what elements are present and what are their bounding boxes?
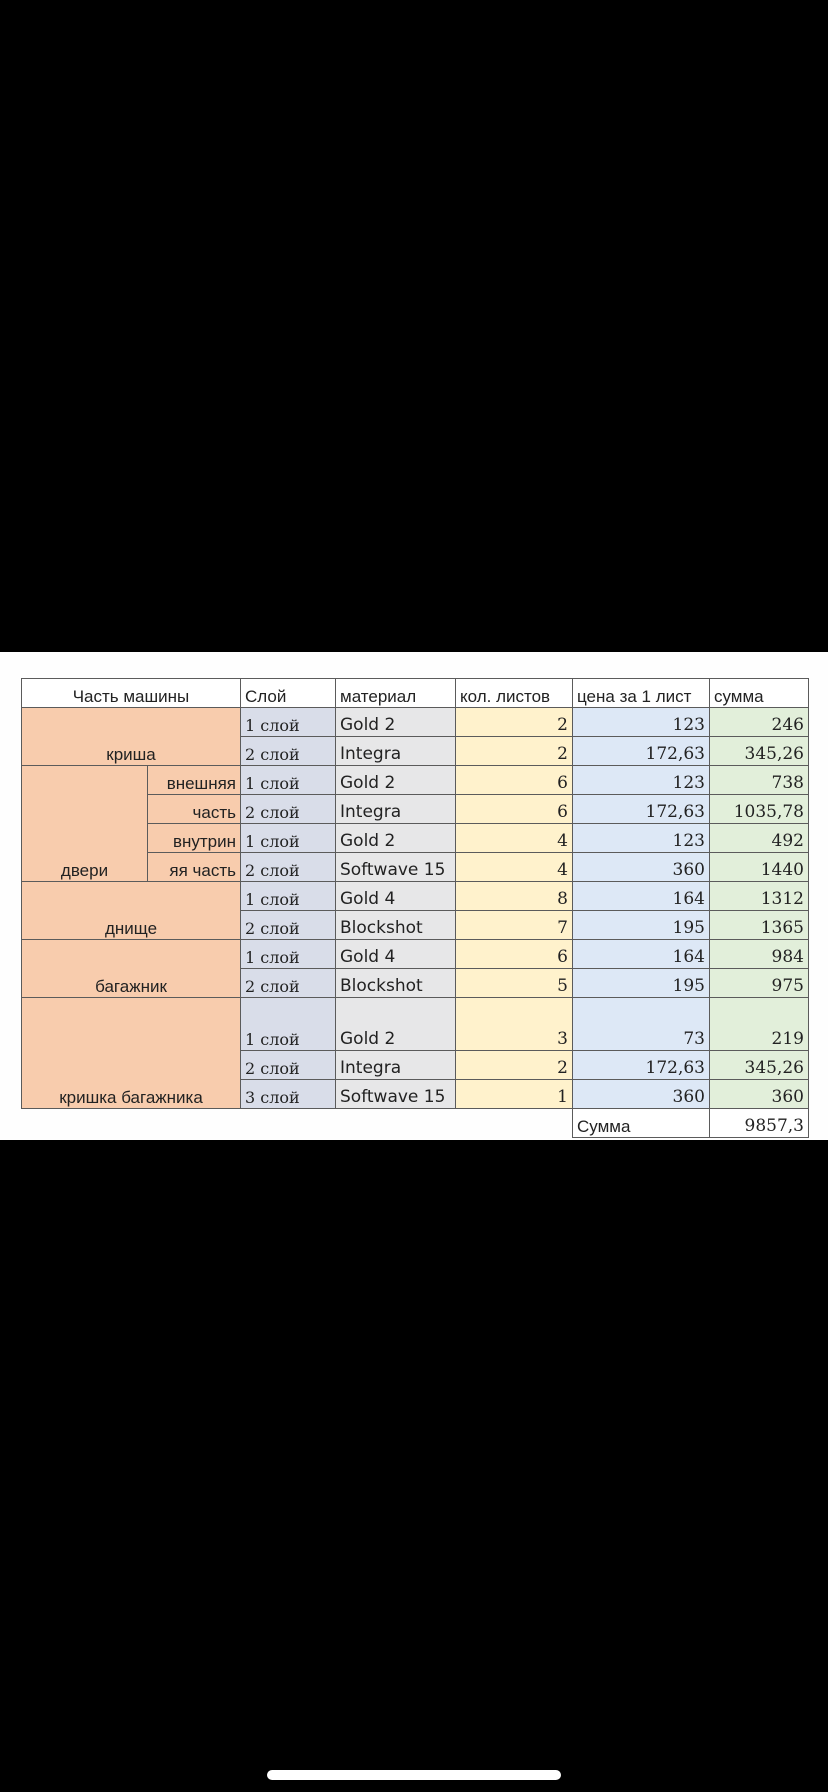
cell-price: 123 xyxy=(573,708,710,737)
cell-layer: 2 слой xyxy=(241,737,336,766)
cell-sum: 1365 xyxy=(710,911,809,940)
cell-layer: 1 слой xyxy=(241,824,336,853)
cell-price: 164 xyxy=(573,882,710,911)
cell-material: Gold 2 xyxy=(336,824,456,853)
cell-sum: 975 xyxy=(710,969,809,998)
table-row xyxy=(22,708,809,737)
total-value: 9857,3 xyxy=(710,1109,809,1138)
total-label: Сумма xyxy=(573,1109,710,1138)
cell-layer: 1 слой xyxy=(241,766,336,795)
table-row xyxy=(22,998,809,1051)
part-roof: криша xyxy=(22,708,241,766)
cell-layer: 2 слой xyxy=(241,969,336,998)
cell-sum: 984 xyxy=(710,940,809,969)
total-spacer xyxy=(22,1109,573,1138)
cell-material: Gold 4 xyxy=(336,882,456,911)
cell-material: Gold 4 xyxy=(336,940,456,969)
cell-count: 4 xyxy=(456,824,573,853)
part-trunk: багажник xyxy=(22,940,241,998)
cell-count: 2 xyxy=(456,1051,573,1080)
cell-sum: 345,26 xyxy=(710,1051,809,1080)
cell-count: 5 xyxy=(456,969,573,998)
part-doors-outer-line1: внешняя xyxy=(148,766,241,795)
cell-count: 6 xyxy=(456,766,573,795)
materials-table xyxy=(21,678,809,1138)
cell-layer: 1 слой xyxy=(241,998,336,1051)
total-row xyxy=(22,1109,809,1138)
cell-material: Softwave 15 xyxy=(336,1080,456,1109)
cell-price: 360 xyxy=(573,853,710,882)
table-row xyxy=(22,766,809,795)
table-row xyxy=(22,940,809,969)
cell-sum: 1312 xyxy=(710,882,809,911)
cell-layer: 2 слой xyxy=(241,1051,336,1080)
cell-count: 7 xyxy=(456,911,573,940)
cell-price: 172,63 xyxy=(573,737,710,766)
cell-material: Integra xyxy=(336,737,456,766)
cell-sum: 219 xyxy=(710,998,809,1051)
cell-sum: 1035,78 xyxy=(710,795,809,824)
part-bottom: днище xyxy=(22,882,241,940)
cell-sum: 1440 xyxy=(710,853,809,882)
cell-count: 6 xyxy=(456,940,573,969)
cell-material: Blockshot xyxy=(336,911,456,940)
cell-count: 2 xyxy=(456,708,573,737)
part-doors: двери xyxy=(22,766,148,882)
cell-layer: 1 слой xyxy=(241,882,336,911)
cell-material: Softwave 15 xyxy=(336,853,456,882)
cell-sum: 345,26 xyxy=(710,737,809,766)
cell-material: Gold 2 xyxy=(336,708,456,737)
part-doors-inner-line1: внутрин xyxy=(148,824,241,853)
part-doors-inner-line2: яя часть xyxy=(148,853,241,882)
header-layer: Слой xyxy=(241,679,336,708)
cell-price: 123 xyxy=(573,766,710,795)
cell-sum: 492 xyxy=(710,824,809,853)
cell-material: Gold 2 xyxy=(336,998,456,1051)
cell-price: 73 xyxy=(573,998,710,1051)
part-trunk-lid: кришка багажника xyxy=(22,998,241,1109)
header-price: цена за 1 лист xyxy=(573,679,710,708)
header-material: материал xyxy=(336,679,456,708)
cell-price: 195 xyxy=(573,911,710,940)
cell-price: 123 xyxy=(573,824,710,853)
cell-price: 195 xyxy=(573,969,710,998)
header-row xyxy=(22,679,809,708)
cell-sum: 360 xyxy=(710,1080,809,1109)
cell-count: 3 xyxy=(456,998,573,1051)
cell-material: Blockshot xyxy=(336,969,456,998)
cell-layer: 2 слой xyxy=(241,795,336,824)
cell-sum: 246 xyxy=(710,708,809,737)
cell-count: 4 xyxy=(456,853,573,882)
cell-count: 2 xyxy=(456,737,573,766)
cell-count: 6 xyxy=(456,795,573,824)
header-sum: сумма xyxy=(710,679,809,708)
header-count: кол. листов xyxy=(456,679,573,708)
cell-layer: 2 слой xyxy=(241,911,336,940)
cell-layer: 1 слой xyxy=(241,940,336,969)
cell-layer: 2 слой xyxy=(241,853,336,882)
cell-layer: 3 слой xyxy=(241,1080,336,1109)
cell-price: 360 xyxy=(573,1080,710,1109)
cell-material: Integra xyxy=(336,1051,456,1080)
cell-price: 164 xyxy=(573,940,710,969)
cell-layer: 1 слой xyxy=(241,708,336,737)
cell-count: 8 xyxy=(456,882,573,911)
cell-price: 172,63 xyxy=(573,795,710,824)
cell-material: Integra xyxy=(336,795,456,824)
cell-price: 172,63 xyxy=(573,1051,710,1080)
part-doors-outer-line2: часть xyxy=(148,795,241,824)
table-row xyxy=(22,882,809,911)
cell-sum: 738 xyxy=(710,766,809,795)
cell-material: Gold 2 xyxy=(336,766,456,795)
cell-count: 1 xyxy=(456,1080,573,1109)
home-indicator[interactable] xyxy=(267,1770,561,1780)
header-part: Часть машины xyxy=(22,679,241,708)
